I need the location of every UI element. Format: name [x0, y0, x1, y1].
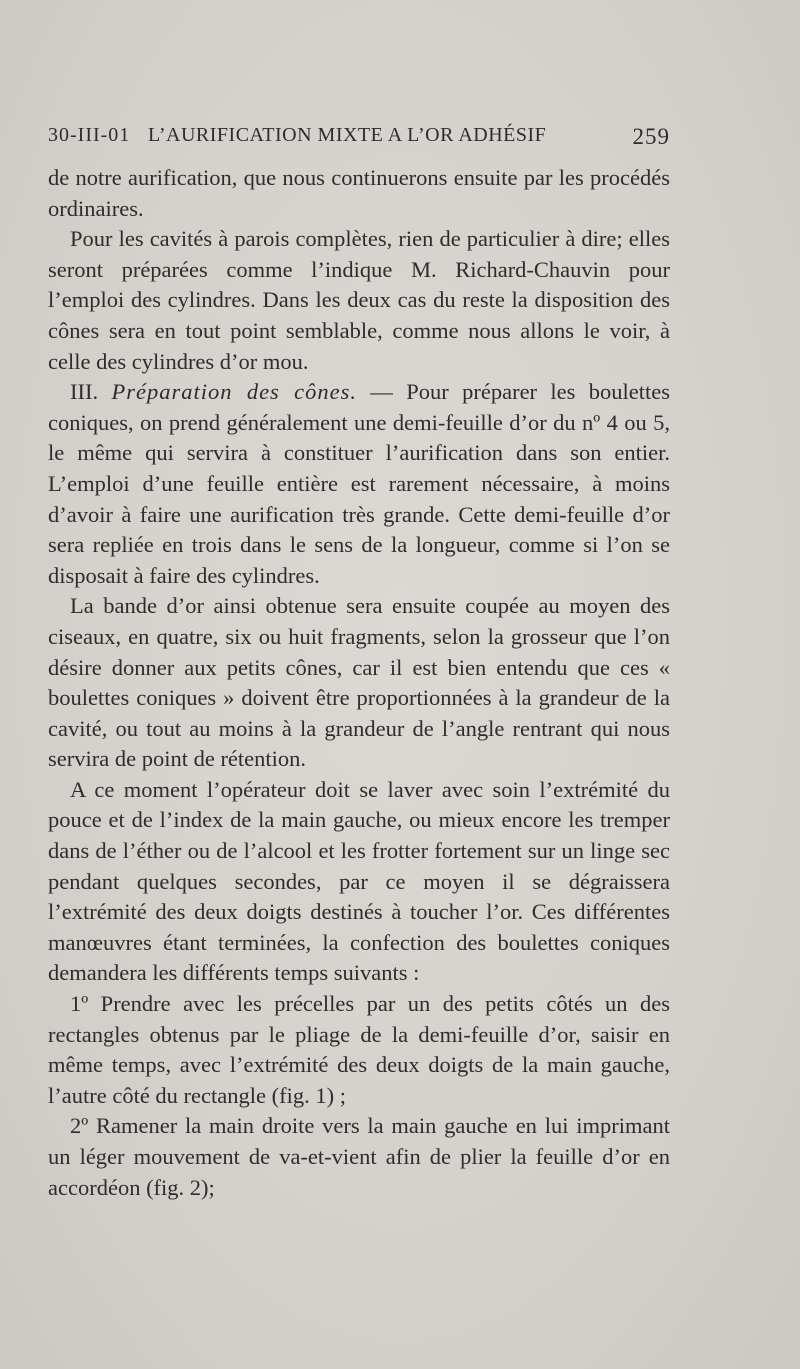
header-issue-ref: 30-III-01 [48, 124, 131, 146]
section-title: Préparation des cônes. [111, 379, 358, 405]
paragraph-2 [48, 224, 670, 377]
running-header [48, 124, 670, 154]
paragraph-3 [48, 377, 670, 591]
paragraph-4-text: La bande d’or ainsi obtenue sera ensuite coupée au moyen des ciseaux, en quatre, six ou huit fragments, selon la grosseur que l’on désire donner aux petits cônes, car il est bien entendu que ces « boulettes coniques » doivent être proportionnées à la grandeur de la cavité, ou tout au moins à la grandeur de l’angle rentrant qui nous servira de point de rétention. [48, 593, 670, 772]
paragraph-3-text: — Pour préparer les boulettes coniques, on prend généralement une demi-feuille d’or du nº 4 ou 5, le même qui servira à constituer l’aurification dans son entier. L’emploi d’une feuille entière est rarement nécessaire, à moins d’avoir à faire une aurification très grande. Cette demi-feuille d’or sera repliée en trois dans le sens de la longueur, comme si l’on se disposait à faire des cylindres. [48, 379, 670, 588]
paragraph-6-text: 1º Prendre avec les précelles par un des petits côtés un des rectangles obtenus par le pliage de la demi-feuille d’or, saisir en même temps, avec l’extrémité des deux doigts de la main gauche, l’autre côté du rectangle (fig. 1) ; [48, 991, 670, 1108]
paragraph-1-text: de notre aurification, que nous continuerons ensuite par les procédés ordinaires. [48, 165, 670, 221]
page-number: 259 [632, 124, 670, 149]
header-title: L’AURIFICATION MIXTE A L’OR ADHÉSIF [148, 124, 547, 146]
paragraph-5 [48, 775, 670, 989]
paragraph-4 [48, 591, 670, 775]
paragraph-1 [48, 163, 670, 224]
section-number: III. [70, 379, 112, 405]
paragraph-6 [48, 989, 670, 1111]
paragraph-2-text: Pour les cavités à parois complètes, rien de particulier à dire; elles seront préparées comme l’indique M. Richard-Chauvin pour l’emploi des cylindres. Dans les deux cas du reste la disposition des cônes sera en tout point semblable, comme nous allons le voir, à celle des cylindres d’or mou. [48, 226, 670, 374]
paragraph-7-text: 2º Ramener la main droite vers la main gauche en lui imprimant un léger mouvement de va-et-vient afin de plier la feuille d’or en accordéon (fig. 2); [48, 1113, 670, 1200]
body-text [48, 163, 670, 1203]
paragraph-7 [48, 1111, 670, 1203]
paragraph-5-text: A ce moment l’opérateur doit se laver avec soin l’extrémité du pouce et de l’index de la main gauche, ou mieux encore les tremper dans de l’éther ou de l’alcool et les frotter fortement sur un linge sec pendant quelques secondes, par ce moyen il se dégraissera l’extrémité des deux doigts destinés à toucher l’or. Ces différentes manœuvres étant terminées, la confection des boulettes coniques demandera les différents temps suivants : [48, 776, 670, 986]
